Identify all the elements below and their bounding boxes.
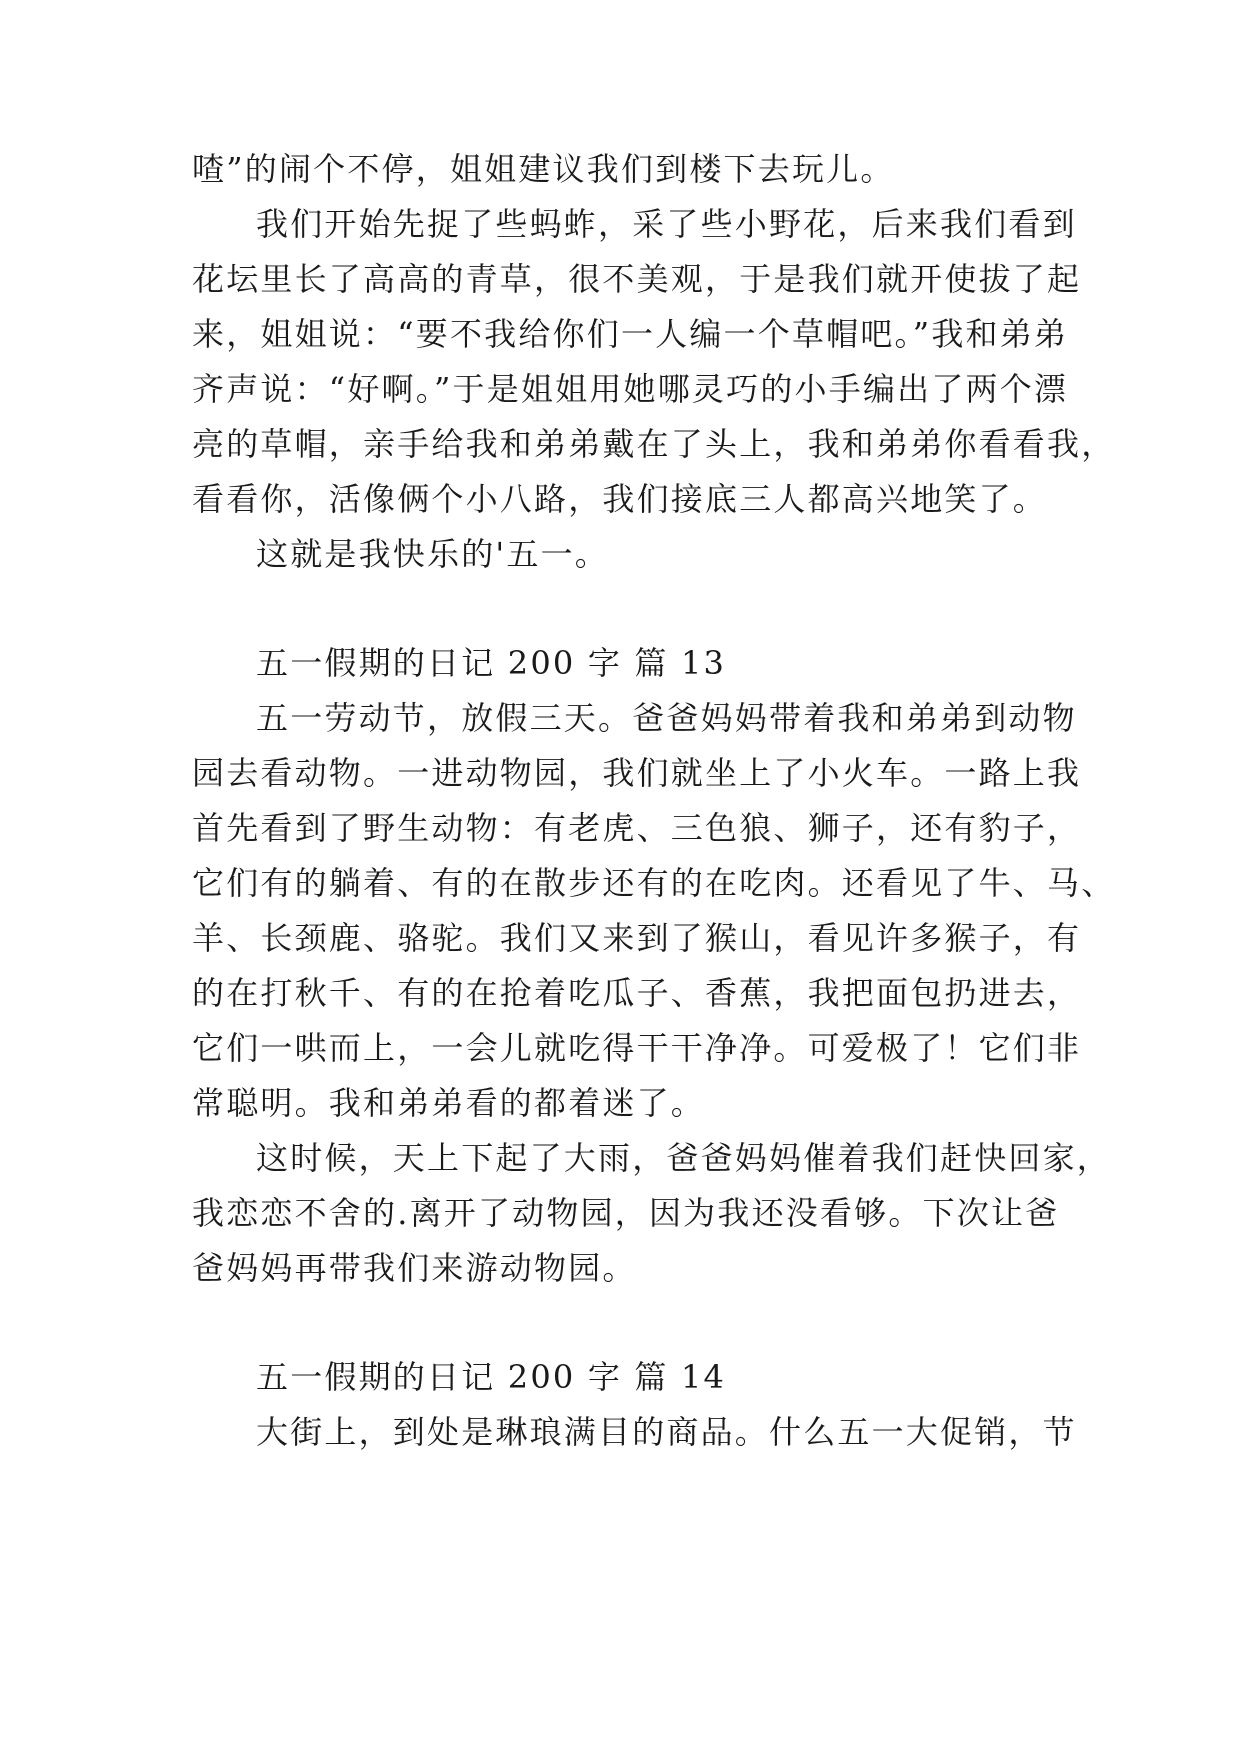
paragraph-line: 我们开始先捉了些蚂蚱，采了些小野花，后来我们看到	[256, 205, 1077, 243]
paragraph-line: 喳”的闹个不停，姐姐建议我们到楼下去玩儿。	[192, 150, 895, 188]
paragraph-line: 亮的草帽，亲手给我和弟弟戴在了头上，我和弟弟你看看我，	[192, 425, 1116, 463]
paragraph-line: 看看你，活像俩个小八路，我们接底三人都高兴地笑了。	[192, 480, 1048, 518]
paragraph-line: 园去看动物。一进动物园，我们就坐上了小火车。一路上我	[192, 754, 1082, 792]
paragraph-line: 来，姐姐说：“要不我给你们一人编一个草帽吧。”我和弟弟	[192, 315, 1069, 353]
paragraph-line: 五一劳动节，放假三天。爸爸妈妈带着我和弟弟到动物	[256, 699, 1077, 737]
section-heading: 五一假期的日记 200 字 篇 13	[256, 644, 727, 682]
paragraph-line: 大街上，到处是琳琅满目的商品。什么五一大促销，节	[256, 1413, 1077, 1451]
section-heading: 五一假期的日记 200 字 篇 14	[256, 1358, 727, 1396]
paragraph-line: 的在打秋千、有的在抢着吃瓜子、香蕉，我把面包扔进去，	[192, 974, 1082, 1012]
paragraph-line: 齐声说：“好啊。”于是姐姐用她哪灵巧的小手编出了两个漂	[192, 370, 1069, 408]
paragraph-line: 爸妈妈再带我们来游动物园。	[192, 1249, 637, 1287]
paragraph-line: 我恋恋不舍的.离开了动物园，因为我还没看够。下次让爸	[192, 1194, 1060, 1232]
paragraph-line: 这就是我快乐的'五一。	[256, 535, 609, 573]
paragraph-line: 这时候，天上下起了大雨，爸爸妈妈催着我们赶快回家，	[256, 1139, 1112, 1177]
paragraph-line: 羊、长颈鹿、骆驼。我们又来到了猴山，看见许多猴子，有	[192, 919, 1082, 957]
paragraph-line: 首先看到了野生动物：有老虎、三色狼、狮子，还有豹子，	[192, 809, 1082, 847]
paragraph-line: 它们一哄而上，一会儿就吃得干干净净。可爱极了！它们非	[192, 1029, 1082, 1067]
paragraph-line: 常聪明。我和弟弟看的都着迷了。	[192, 1084, 706, 1122]
paragraph-line: 它们有的躺着、有的在散步还有的在吃肉。还看见了牛、马、	[192, 864, 1116, 902]
paragraph-line: 花坛里长了高高的青草，很不美观，于是我们就开使拔了起	[192, 260, 1082, 298]
